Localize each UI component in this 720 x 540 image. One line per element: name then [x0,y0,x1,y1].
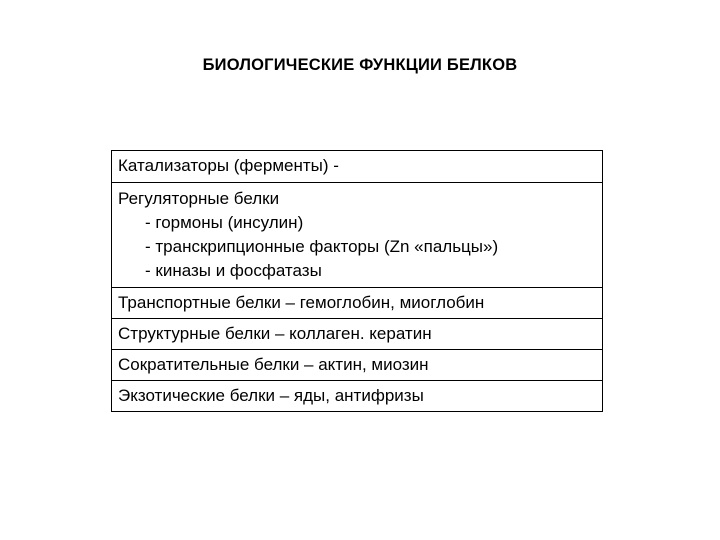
regulatory-label: Регуляторные белки [118,189,280,208]
slide-title: БИОЛОГИЧЕСКИЕ ФУНКЦИИ БЕЛКОВ [202,56,518,74]
exotic-text: Экзотические белки – яды, антифризы [118,386,424,405]
transport-text: Транспортные белки – гемоглобин, миоглобин [118,293,485,312]
row-catalysts [112,151,602,182]
row-exotic [112,380,602,411]
functions-table [111,150,603,412]
catalysts-text: Катализаторы (ферменты) - [118,156,339,175]
regulatory-item-hormones: - гормоны (инсулин) [145,213,304,232]
row-transport [112,287,602,318]
row-regulatory [112,182,602,287]
row-contractile [112,349,602,380]
regulatory-item-transcription-factors: - транскрипционные факторы (Zn «пальцы») [145,237,499,256]
row-structural [112,318,602,349]
contractile-text: Сократительные белки – актин, миозин [118,355,429,374]
regulatory-item-kinases: - киназы и фосфатазы [145,261,322,280]
structural-text: Структурные белки – коллаген. кератин [118,324,432,343]
